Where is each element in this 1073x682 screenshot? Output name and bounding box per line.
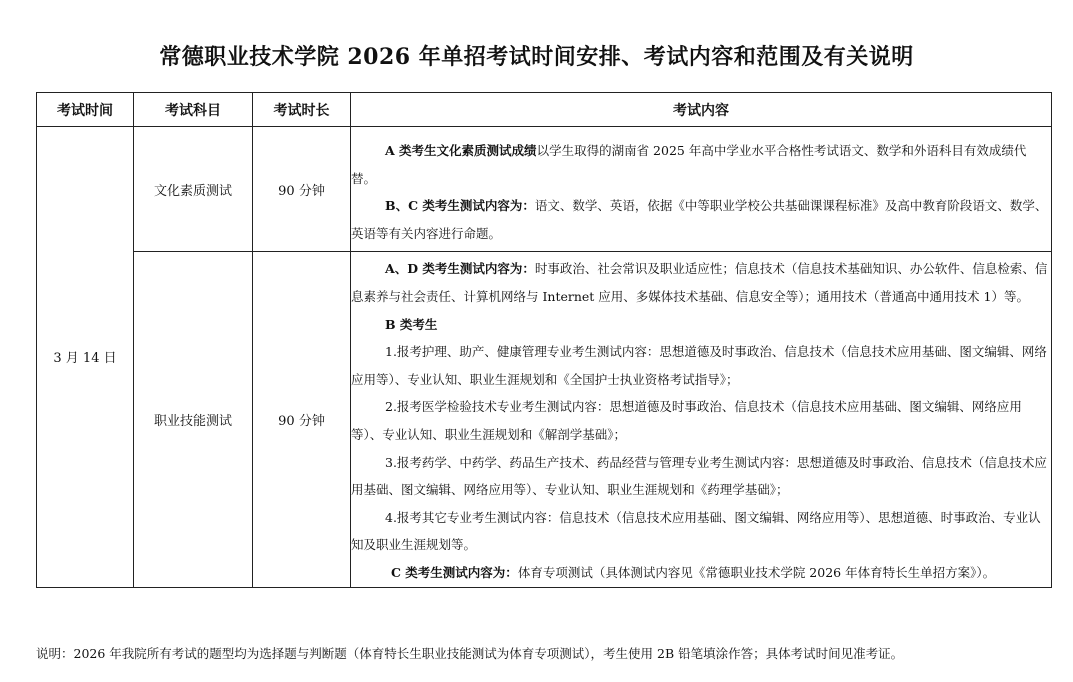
category-label: A 类考生文化素质测试成绩 xyxy=(385,143,537,158)
content-paragraph xyxy=(351,192,1051,247)
duration-cell: 90 分钟 xyxy=(253,127,351,252)
category-label: B、C 类考生测试内容为： xyxy=(385,198,535,214)
page-title: 常德职业技术学院 2026 年单招考试时间安排、考试内容和范围及有关说明 xyxy=(159,44,914,70)
content-paragraph xyxy=(351,559,1051,587)
content-cell xyxy=(351,252,1052,587)
category-label: A、D 类考生测试内容为： xyxy=(385,261,535,277)
category-label: C 类考生测试内容为： xyxy=(391,564,518,580)
table-header-row xyxy=(37,93,1052,127)
header-exam-subject: 考试科目 xyxy=(134,93,253,127)
header-exam-duration: 考试时长 xyxy=(253,93,351,127)
subject-cell: 职业技能测试 xyxy=(134,252,253,587)
exam-date-cell: 3 月 14 日 xyxy=(37,127,134,588)
category-heading: B 类考生 xyxy=(385,316,438,332)
header-exam-content: 考试内容 xyxy=(351,93,1052,127)
table-row xyxy=(37,127,1052,252)
header-exam-time: 考试时间 xyxy=(37,93,134,127)
footnote: 说明：2026 年我院所有考试的题型均为选择题与判断题（体育特长生职业技能测试为体育专项测试），考生使用 2B 铅笔填涂作答；具体考试时间见准考证。 xyxy=(36,646,904,661)
duration-cell: 90 分钟 xyxy=(253,252,351,587)
content-text: 体育专项测试（具体测试内容见《常德职业技术学院 2026 年体育特长生单招方案》）。 xyxy=(517,564,996,580)
content-text: 时事政治、社会常识及职业适应性；信息技术（信息技术基础知识、办公软件、信息检索、信息素养与社会责任、计算机网络与 Internet 应用、多媒体技术基础、信息安全等）；通用技术（普通高中通用技术 1）等。 xyxy=(351,261,1048,304)
list-item: 2.报考医学检验技术专业考生测试内容：思想道德及时事政治、信息技术（信息技术应用基础、图文编辑、网络应用等）、专业认知、职业生涯规划和《解剖学基础》； xyxy=(351,399,1022,442)
list-item: 3.报考药学、中药学、药品生产技术、药品经营与管理专业考生测试内容：思想道德及时事政治、信息技术（信息技术应用基础、图文编辑、网络应用等）、专业认知、职业生涯规划和《药理学基础》； xyxy=(351,454,1047,498)
table-row xyxy=(37,252,1052,587)
content-paragraph xyxy=(351,255,1051,310)
subject-cell: 文化素质测试 xyxy=(134,127,253,252)
exam-schedule-table xyxy=(36,92,1052,588)
content-text: 以学生取得的湖南省 2025 年高中学业水平合格性考试语文、数学和外语科目有效成绩代替。 xyxy=(351,143,1027,186)
content-text: 语文、数学、英语，依据《中等职业学校公共基础课课程标准》及高中教育阶段语文、数学、英语等有关内容进行命题。 xyxy=(351,198,1048,241)
content-cell xyxy=(351,127,1052,252)
list-item: 4.报考其它专业考生测试内容：信息技术（信息技术应用基础、图文编辑、网络应用等）、思想道德、时事政治、专业认知及职业生涯规划等。 xyxy=(351,509,1041,553)
content-paragraph xyxy=(351,137,1051,192)
list-item: 1.报考护理、助产、健康管理专业考生测试内容：思想道德及时事政治、信息技术（信息技术应用基础、图文编辑、网络应用等）、专业认知、职业生涯规划和《全国护士执业资格考试指导》； xyxy=(351,344,1047,387)
